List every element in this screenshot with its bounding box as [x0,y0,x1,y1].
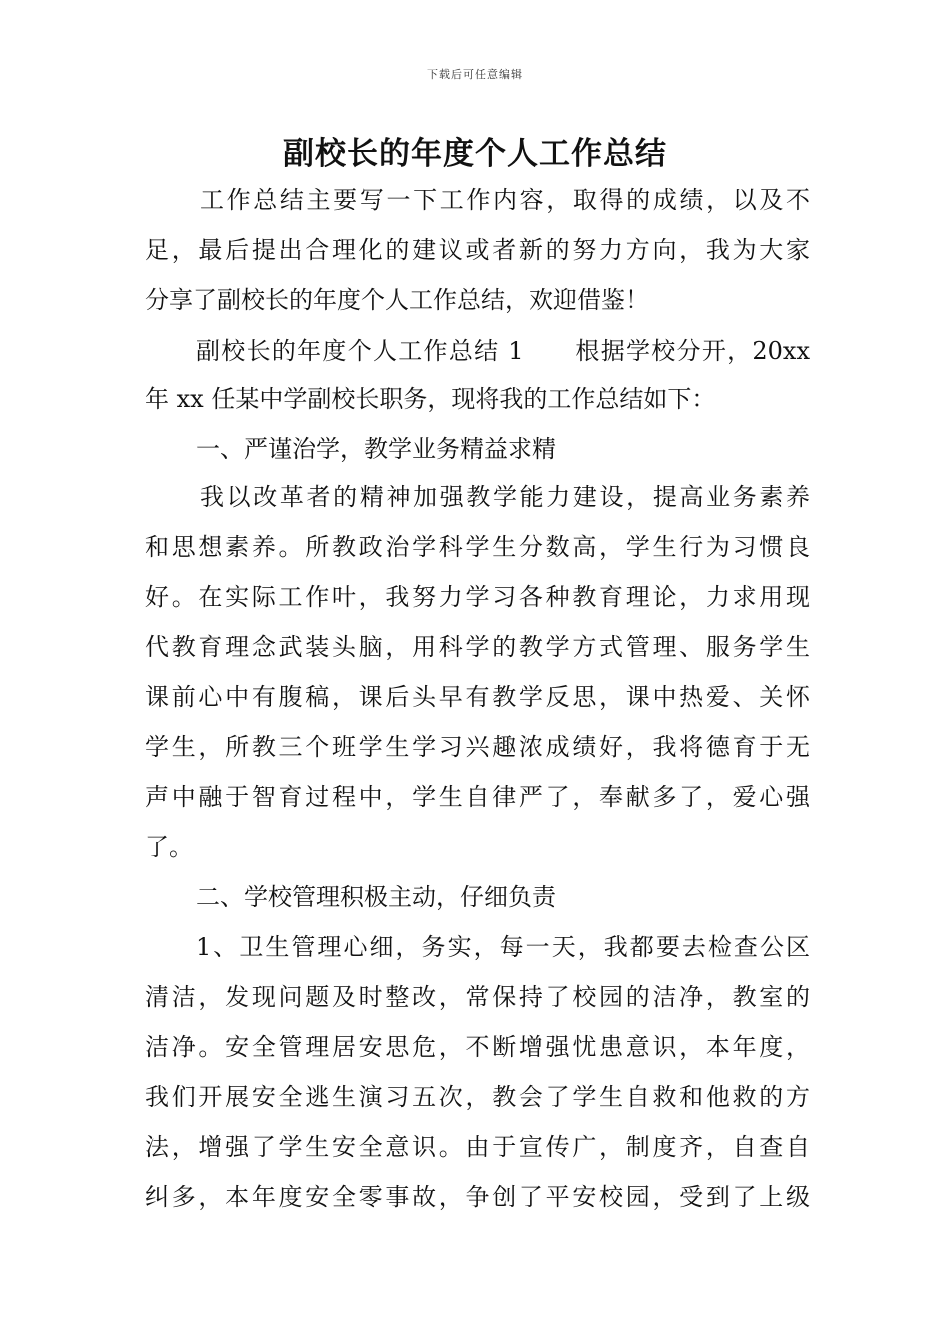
paragraph-line: 分享了副校长的年度个人工作总结，欢迎借鉴！ [145,286,649,314]
paragraph-line: 副校长的年度个人工作总结 1 根据学校分开，20xx [196,337,810,365]
paragraph-line: 年 xx 任某中学副校长职务，现将我的工作总结如下： [145,385,716,413]
paragraph-line: 和思想素养。所教政治学科学生分数高，学生行为习惯良 [145,533,810,561]
header-note: 下载后可任意编辑 [427,68,523,81]
page-title: 副校长的年度个人工作总结 [283,136,667,172]
paragraph-line: 1、卫生管理心细，务实，每一天，我都要去检查公区 [196,933,810,961]
paragraph-line: 好。在实际工作叶，我努力学习各种教育理论，力求用现 [145,583,810,611]
paragraph-line: 我以改革者的精神加强教学能力建设，提高业务素养 [200,483,810,511]
paragraph-line: 声中融于智育过程中，学生自律严了，奉献多了，爱心强 [145,783,810,811]
section-heading: 二、学校管理积极主动，仔细负责 [196,883,556,911]
paragraph-line: 了。 [145,833,193,861]
paragraph-line: 洁净。安全管理居安思危，不断增强忧患意识，本年度， [145,1033,810,1061]
paragraph-line: 学生，所教三个班学生学习兴趣浓成绩好，我将德育于无 [145,733,810,761]
paragraph-line: 工作总结主要写一下工作内容，取得的成绩，以及不 [200,186,810,214]
paragraph-line: 纠多，本年度安全零事故，争创了平安校园，受到了上级 [145,1183,810,1211]
paragraph-line: 足，最后提出合理化的建议或者新的努力方向，我为大家 [145,236,810,264]
paragraph-line: 法，增强了学生安全意识。由于宣传广，制度齐，自查自 [145,1133,810,1161]
paragraph-line: 我们开展安全逃生演习五次，教会了学生自救和他救的方 [145,1083,810,1111]
paragraph-line: 代教育理念武装头脑，用科学的教学方式管理、服务学生 [145,633,810,661]
paragraph-line: 课前心中有腹稿，课后头早有教学反思，课中热爱、关怀 [145,683,810,711]
paragraph-line: 清洁，发现问题及时整改，常保持了校园的洁净，教室的 [145,983,810,1011]
section-heading: 一、严谨治学，教学业务精益求精 [196,435,556,463]
